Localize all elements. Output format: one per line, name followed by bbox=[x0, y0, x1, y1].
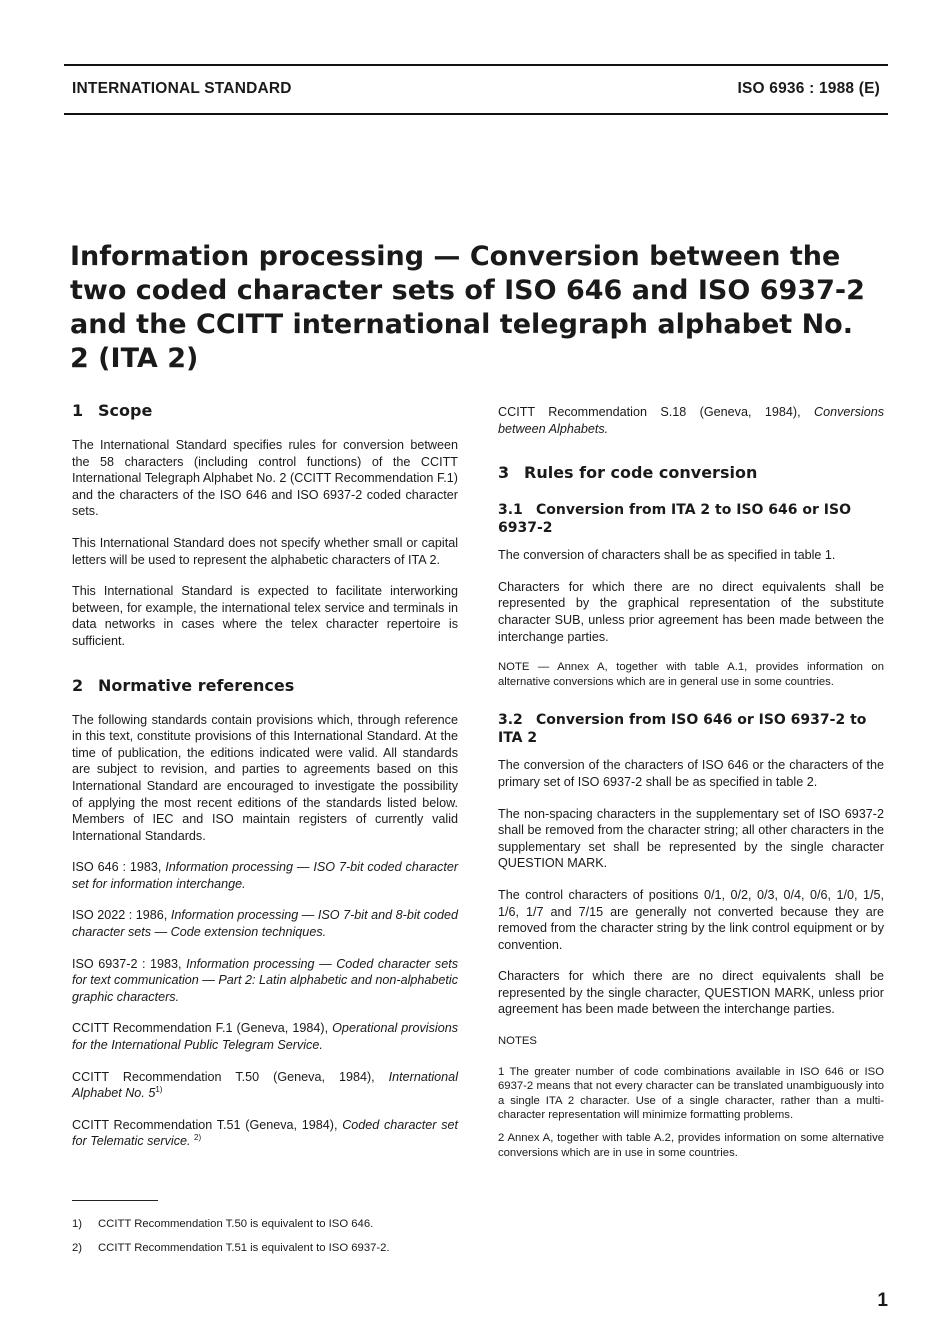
reference-id: CCITT Recommendation S.18 (Geneva, 1984), bbox=[498, 405, 801, 419]
reference-entry bbox=[72, 956, 458, 1006]
reference-id: CCITT Recommendation F.1 (Geneva, 1984), bbox=[72, 1021, 329, 1036]
reference-entry bbox=[72, 1020, 458, 1053]
scope-paragraph: The International Standard specifies rules for conversion between the 58 characters (including control functions) of the CCITT International Telegraph Alphabet No. 2 (CCITT Recommendation F.1) and the characters of the ISO 646 and ISO 6937-2 coded character sets. bbox=[72, 438, 458, 519]
section-number: 2 bbox=[72, 675, 84, 695]
reference-title: Coded character set for Telematic service. bbox=[72, 1117, 459, 1149]
note-text: 2 Annex A, together with table A.2, provides information on some alternative conversions which are in use in some countries. bbox=[498, 1132, 884, 1159]
reference-id: ISO 6937-2 : 1983, bbox=[72, 956, 182, 971]
scope-paragraph: This International Standard does not specify whether small or capital letters will be used to represent the alphabetic characters of ITA 2. bbox=[72, 535, 458, 567]
reference-title: Information processing — ISO 7-bit coded character set for information interchange. bbox=[72, 860, 459, 891]
footnote-marker: 2) bbox=[194, 1133, 202, 1143]
page-number: 1 bbox=[877, 1290, 888, 1311]
document-type-label: INTERNATIONAL STANDARD bbox=[72, 80, 292, 97]
reference-id: ISO 646 : 1983, bbox=[72, 860, 162, 875]
document-title: Information processing — Conversion between the two coded character sets of ISO 646 and ISO 6937-2 and the CCITT international telegraph alphabet No. 2 (ITA 2) bbox=[70, 241, 865, 374]
reference-id: ISO 2022 : 1986, bbox=[72, 908, 168, 923]
section-title: Rules for code conversion bbox=[524, 463, 758, 483]
footnote-text: CCITT Recommendation T.50 is equivalent to ISO 646. bbox=[98, 1218, 374, 1230]
reference-entry bbox=[72, 907, 458, 940]
footnote-separator bbox=[72, 1200, 158, 1201]
reference-title: Information processing — ISO 7-bit and 8-bit coded character sets — Code extension techniques. bbox=[72, 908, 458, 940]
section-title: Scope bbox=[98, 401, 153, 420]
reference-title: International Alphabet No. 5 bbox=[72, 1069, 458, 1101]
subsection-3-1-heading bbox=[498, 501, 884, 537]
footnote bbox=[72, 1241, 390, 1255]
reference-entry bbox=[498, 404, 884, 437]
section-title: Normative references bbox=[98, 675, 295, 695]
subsection-number: 3.2 bbox=[498, 712, 523, 729]
section-number: 1 bbox=[72, 401, 84, 420]
footnote bbox=[72, 1217, 373, 1231]
left-column bbox=[72, 401, 458, 1165]
reference-id: CCITT Recommendation T.50 (Geneva, 1984), bbox=[72, 1069, 375, 1084]
right-column bbox=[498, 404, 884, 1175]
section-3-heading bbox=[498, 463, 884, 483]
footnote-marker: 1) bbox=[155, 1085, 163, 1095]
scope-paragraph: This International Standard is expected to facilitate interworking between, for example, the international telex service and terminals in data networks in cases where the telex character repertoire is sufficient. bbox=[72, 584, 458, 648]
note-text: NOTE — Annex A, together with table A.1, provides information on alternative conversions which are in general use in some countries. bbox=[498, 661, 884, 688]
footnote-number: 2) bbox=[72, 1242, 83, 1254]
reference-entry bbox=[72, 1117, 458, 1150]
subsection-title: Conversion from ITA 2 to ISO 646 or ISO 6937-2 bbox=[498, 502, 851, 537]
conversion-paragraph: Characters for which there are no direct equivalents shall be represented by the graphical representation of the substitute character SUB, unless prior agreement has been made between the interchange parties. bbox=[498, 579, 884, 644]
subsection-title: Conversion from ISO 646 or ISO 6937-2 to ITA 2 bbox=[498, 712, 867, 747]
subsection-number: 3.1 bbox=[498, 502, 523, 519]
header-top-rule bbox=[64, 64, 888, 66]
conversion-paragraph: The control characters of positions 0/1, 0/2, 0/3, 0/4, 0/6, 1/0, 1/5, 1/6, 1/7 and 7/15 are generally not converted because they are removed from the character string by the link control equipment or by convention. bbox=[498, 887, 884, 952]
section-1-heading bbox=[72, 401, 458, 421]
section-number: 3 bbox=[498, 463, 510, 483]
conversion-paragraph: The conversion of characters shall be as specified in table 1. bbox=[498, 548, 836, 563]
subsection-3-2-heading bbox=[498, 711, 884, 747]
footnote-text: CCITT Recommendation T.51 is equivalent to ISO 6937-2. bbox=[98, 1242, 390, 1254]
note-text: 1 The greater number of code combinations available in ISO 646 or ISO 6937-2 means that not every character can be translated unambiguously into a single ITA 2 character. Use of a single character, rather than a multi-character representation will minimize formatting problems. bbox=[498, 1065, 884, 1122]
reference-title: Information processing — Coded character sets for text communication — Part 2: Latin alphabetic and non-alphabetic graphic characters. bbox=[72, 956, 458, 1004]
conversion-paragraph: The non-spacing characters in the supplementary set of ISO 6937-2 shall be removed from the character string; all other characters in the supplementary set shall be represented by the single character QUESTION MARK. bbox=[498, 806, 884, 871]
header-bottom-rule bbox=[64, 113, 888, 115]
footnote-number: 1) bbox=[72, 1218, 83, 1230]
standard-number-label: ISO 6936 : 1988 (E) bbox=[737, 80, 880, 97]
reference-entry bbox=[72, 859, 458, 892]
reference-title: Conversions between Alphabets. bbox=[498, 405, 884, 436]
reference-id: CCITT Recommendation T.51 (Geneva, 1984), bbox=[72, 1117, 338, 1132]
reference-entry bbox=[72, 1069, 458, 1102]
section-2-heading bbox=[72, 676, 458, 696]
conversion-paragraph: The conversion of the characters of ISO 646 or the characters of the primary set of ISO 6937-2 shall be as specified in table 2. bbox=[498, 758, 884, 789]
conversion-paragraph: Characters for which there are no direct equivalents shall be represented by the single character, QUESTION MARK, unless prior agreement has been made between the interchange parties. bbox=[498, 969, 884, 1017]
notes-label: NOTES bbox=[498, 1035, 537, 1048]
reference-title: Operational provisions for the International Public Telegram Service. bbox=[72, 1021, 458, 1053]
references-intro: The following standards contain provisions which, through reference in this text, constitute provisions of this International Standard. At the time of publication, the editions indicated were valid. All standards are subject to revision, and parties to agreements based on this International Standard are encouraged to investigate the possibility of applying the most recent editions of the standards listed below. Members of IEC and ISO maintain registers of currently valid International Standards. bbox=[72, 712, 458, 843]
